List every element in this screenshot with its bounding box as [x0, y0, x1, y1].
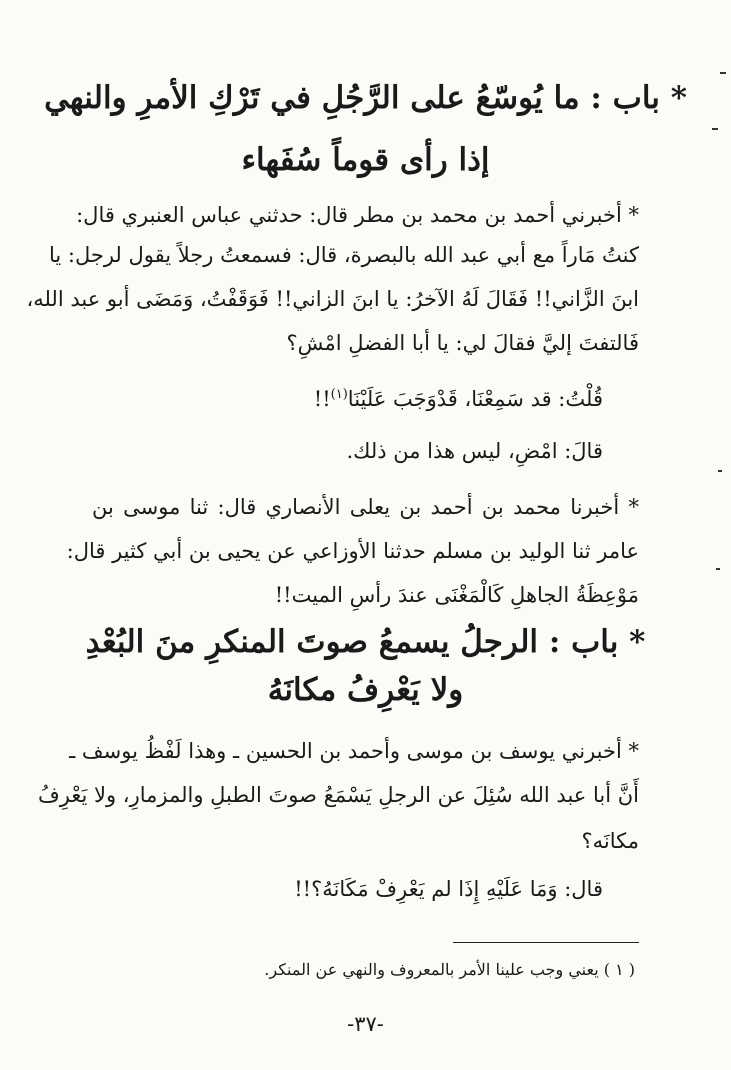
narration-line: * أخبرني أحمد بن محمد بن مطر قال: حدثني عباس العنبري قال: [76, 203, 639, 227]
narration-line: عامر ثنا الوليد بن مسلم حدثنا الأوزاعي عن يحيى بن أبي كثير قال: [66, 539, 639, 563]
chapter-heading-2: * باب : الرجلُ يسمعُ صوتَ المنكرِ منَ البُعْدِ [85, 624, 646, 660]
chapter-heading-2-subtitle: ولا يَعْرِفُ مكانَهُ [267, 672, 464, 708]
narration-line: * أخبرنا محمد بن أحمد بن يعلى الأنصاري قال: ثنا موسى بن [92, 495, 639, 519]
scan-mark [720, 72, 726, 74]
footnote-text: ( ١ ) يعني وجب علينا الأمر بالمعروف والنهي عن المنكر. [264, 960, 635, 979]
quote-line [92, 378, 603, 416]
footnote-reference: (١) [330, 387, 348, 402]
narration-line: مكانَه؟ [581, 829, 639, 853]
quote-text: قُلْتُ: قد سَمِعْنَا، قَدْوَجَبَ عَلَيْنَا [347, 387, 603, 411]
scan-mark [716, 568, 720, 570]
page-number: -٣٧- [347, 1012, 384, 1036]
narration-line: فَالتفتَ إليَّ فقالَ لي: يا أبا الفضلِ امْشِ؟ [286, 331, 639, 355]
footnote-separator [453, 942, 639, 943]
reply-line: قال: وَمَا عَلَيْهِ إِذَا لم يَعْرِفْ مَكَانَهُ؟!! [294, 877, 603, 901]
narration-line: كنتُ مَاراً مع أبي عبد الله بالبصرة، قال: فسمعتُ رجلاً يقول لرجل: يا [48, 243, 639, 267]
scan-mark [718, 470, 722, 472]
chapter-heading-1: * باب : ما يُوسّعُ على الرَّجُلِ في تَرْكِ الأمرِ والنهي [44, 80, 687, 116]
narration-line: أَنَّ أبا عبد الله سُئِلَ عن الرجلِ يَسْمَعُ صوتَ الطبلِ والمزمارِ، ولا يَعْرِفُ [38, 783, 639, 807]
reply-line: قالَ: امْضِ، ليس هذا من ذلك. [346, 439, 603, 463]
chapter-heading-1-subtitle: إذا رأى قوماً سُفَهاء [241, 142, 490, 178]
narration-line: ابنَ الزَّاني!! فَقَالَ لَهُ الآخرُ: يا ابنَ الزاني!! فَوَقَفْتُ، وَمَضَى أبو عبد الله، [26, 287, 639, 311]
narration-line: * أخبرني يوسف بن موسى وأحمد بن الحسين ـ وهذا لَفْظُ يوسف ـ [69, 739, 639, 763]
scan-mark [712, 128, 718, 130]
narration-line: مَوْعِظَةُ الجاهلِ كَالْمَغْنَى عندَ رأسِ الميت!! [274, 583, 639, 607]
quote-punctuation: !! [313, 387, 331, 411]
